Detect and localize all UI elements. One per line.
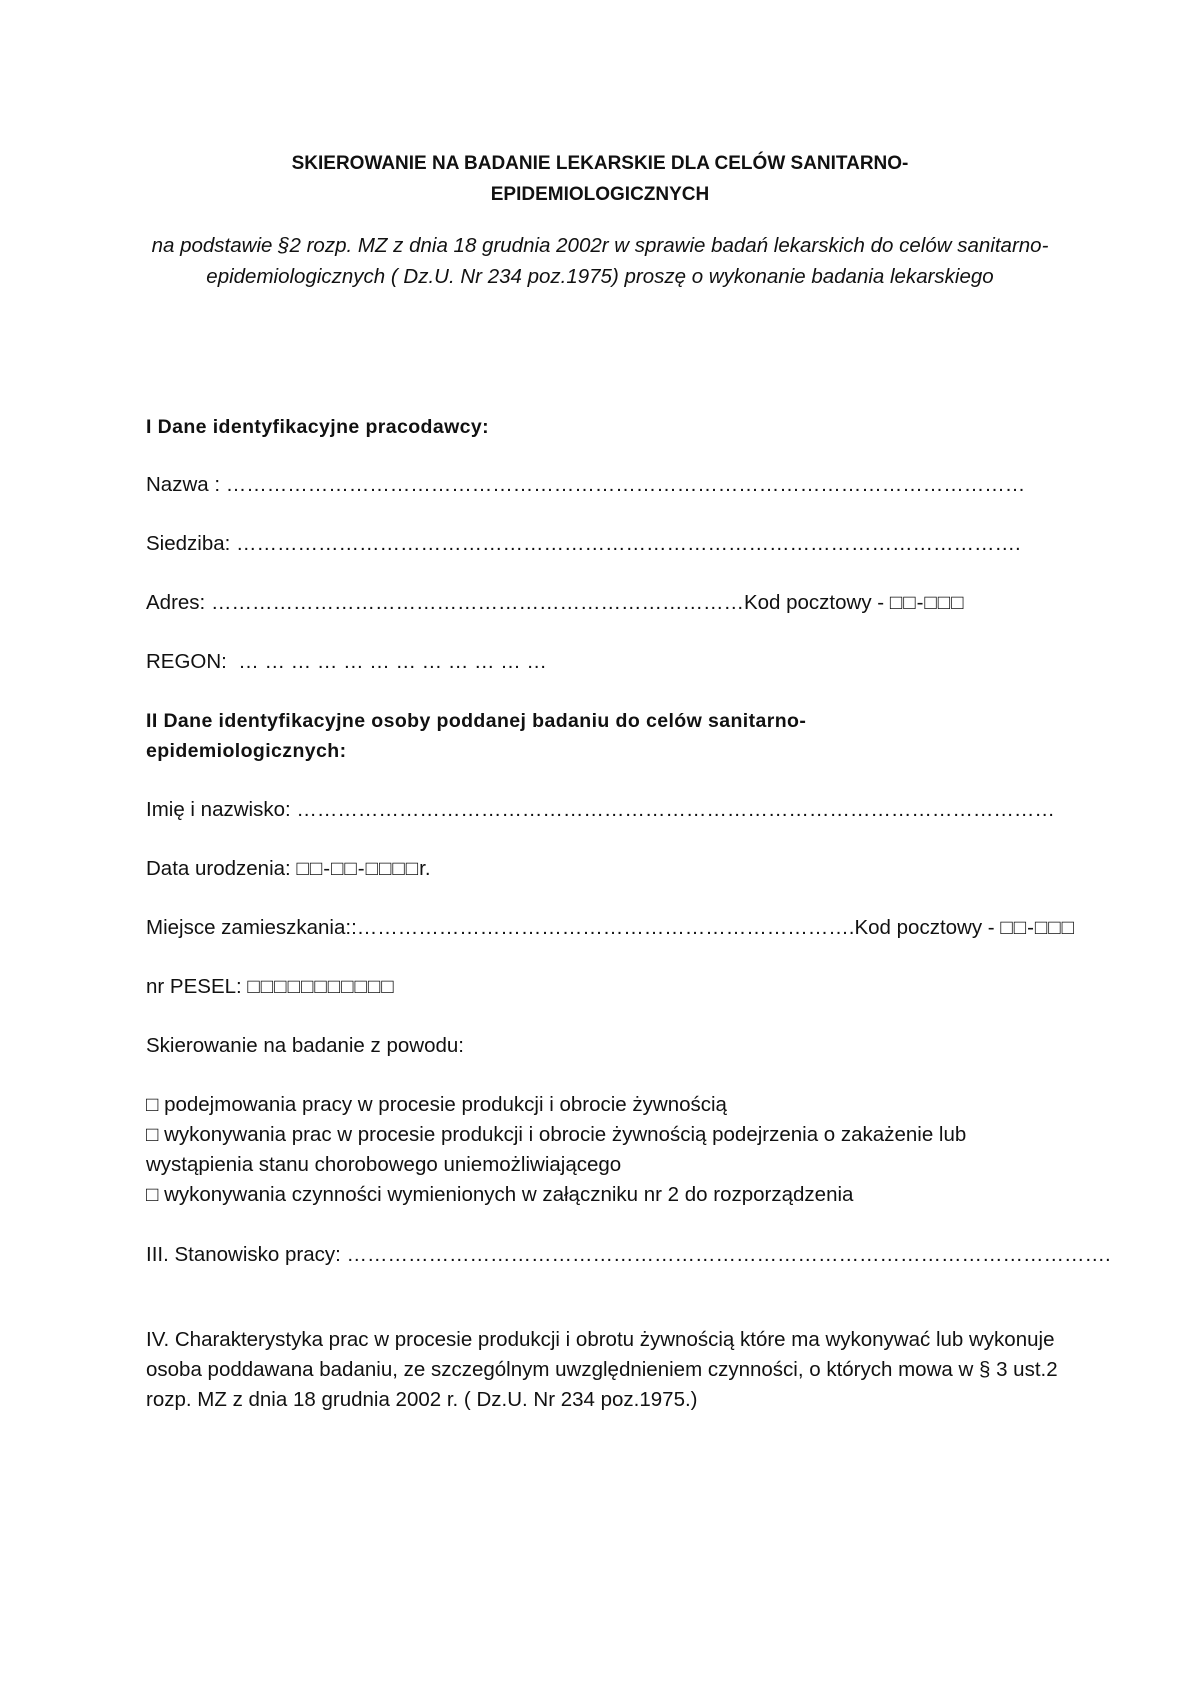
data-urodzenia-boxes[interactable]: □□-□□-□□□□	[296, 857, 420, 880]
regon-field[interactable]: … … … … … … … … … … … …	[238, 650, 547, 673]
section-1-heading: I Dane identyfikacyjne pracodawcy:	[146, 416, 490, 438]
legal-basis-intro: na podstawie §2 rozp. MZ z dnia 18 grudnia 2002r w sprawie badań lekarskich do celów sanitarno- epidemiologicznych ( Dz.U. Nr 234 poz.1975) proszę o wykonanie badania lekarskiego	[151, 234, 1049, 288]
stanowisko-row	[146, 1240, 1111, 1270]
section-2-heading	[146, 706, 1076, 766]
document-title	[150, 148, 1050, 210]
miejsce-zamieszkania-row	[146, 913, 1076, 943]
adres-label: Adres:	[146, 591, 206, 614]
imie-nazwisko-label: Imię i nazwisko:	[146, 798, 291, 821]
powod-option-podejrzenie[interactable]: □ wykonywania prac w procesie produkcji i obrocie żywnością podejrzenia o zakażenie lub wystąpienia stanu chorobowego uniemożliwiającego	[146, 1123, 967, 1176]
miejsce-zamieszkania-field[interactable]: ……………………………………………………………….	[356, 916, 855, 939]
pesel-boxes[interactable]: □□□□□□□□□□□	[247, 975, 395, 998]
pesel-row	[146, 972, 1076, 1002]
data-urodzenia-label: Data urodzenia:	[146, 857, 291, 880]
title-line-1: SKIEROWANIE NA BADANIE LEKARSKIE DLA CELÓW SANITARNO-	[291, 153, 909, 174]
regon-row	[146, 647, 1076, 677]
imie-nazwisko-row	[146, 795, 1076, 825]
imie-nazwisko-field[interactable]: …………………………………………………………………………………………………	[296, 798, 1055, 821]
adres-field[interactable]: ……………………………………………………………………	[210, 591, 744, 614]
siedziba-label: Siedziba:	[146, 532, 231, 555]
powod-option-zalacznik[interactable]: □ wykonywania czynności wymienionych w załączniku nr 2 do rozporządzenia	[146, 1183, 854, 1206]
powod-options	[146, 1090, 1076, 1210]
siedziba-field[interactable]: …………………………………………………………………………………………………….	[236, 532, 1021, 555]
kod-pocztowy-boxes-2[interactable]: □□-□□□	[1000, 916, 1076, 939]
siedziba-row	[146, 529, 1076, 559]
regon-label: REGON:	[146, 650, 227, 673]
nazwa-label: Nazwa :	[146, 473, 221, 496]
miejsce-zamieszkania-label: Miejsce zamieszkania::	[146, 916, 357, 939]
stanowisko-label: III. Stanowisko pracy:	[146, 1243, 341, 1266]
section-2-heading-line-1: II Dane identyfikacyjne osoby poddanej badaniu do celów sanitarno-	[146, 710, 807, 732]
charakterystyka-text: IV. Charakterystyka prac w procesie produkcji i obrotu żywnością które ma wykonywać lub wykonuje osoba poddawana badaniu, ze szczególnym uwzględnieniem czynności, o których mowa w § 3 ust.2 rozp. MZ z dnia 18 grudnia 2002 r. ( Dz.U. Nr 234 poz.1975.)	[146, 1328, 1058, 1411]
powod-label: Skierowanie na badanie z powodu:	[146, 1034, 464, 1057]
pesel-label: nr PESEL:	[146, 975, 242, 998]
section-2-heading-line-2: epidemiologicznych:	[146, 740, 347, 762]
kod-pocztowy-label: Kod pocztowy -	[743, 591, 885, 614]
nazwa-field[interactable]: ………………………………………………………………………………………………………	[225, 473, 1026, 496]
title-line-2: EPIDEMIOLOGICZNYCH	[490, 184, 710, 205]
kod-pocztowy-label-2: Kod pocztowy -	[854, 916, 995, 939]
kod-pocztowy-boxes[interactable]: □□-□□□	[889, 591, 965, 614]
nazwa-row	[146, 470, 1076, 500]
data-urodzenia-suffix: r.	[419, 857, 431, 880]
stanowisko-field[interactable]: ………………………………………………………………………………………………….	[346, 1243, 1111, 1266]
adres-row	[146, 588, 1076, 618]
powod-option-podejmowanie[interactable]: □ podejmowania pracy w procesie produkcji i obrocie żywnością	[146, 1093, 727, 1116]
data-urodzenia-row	[146, 854, 1076, 884]
